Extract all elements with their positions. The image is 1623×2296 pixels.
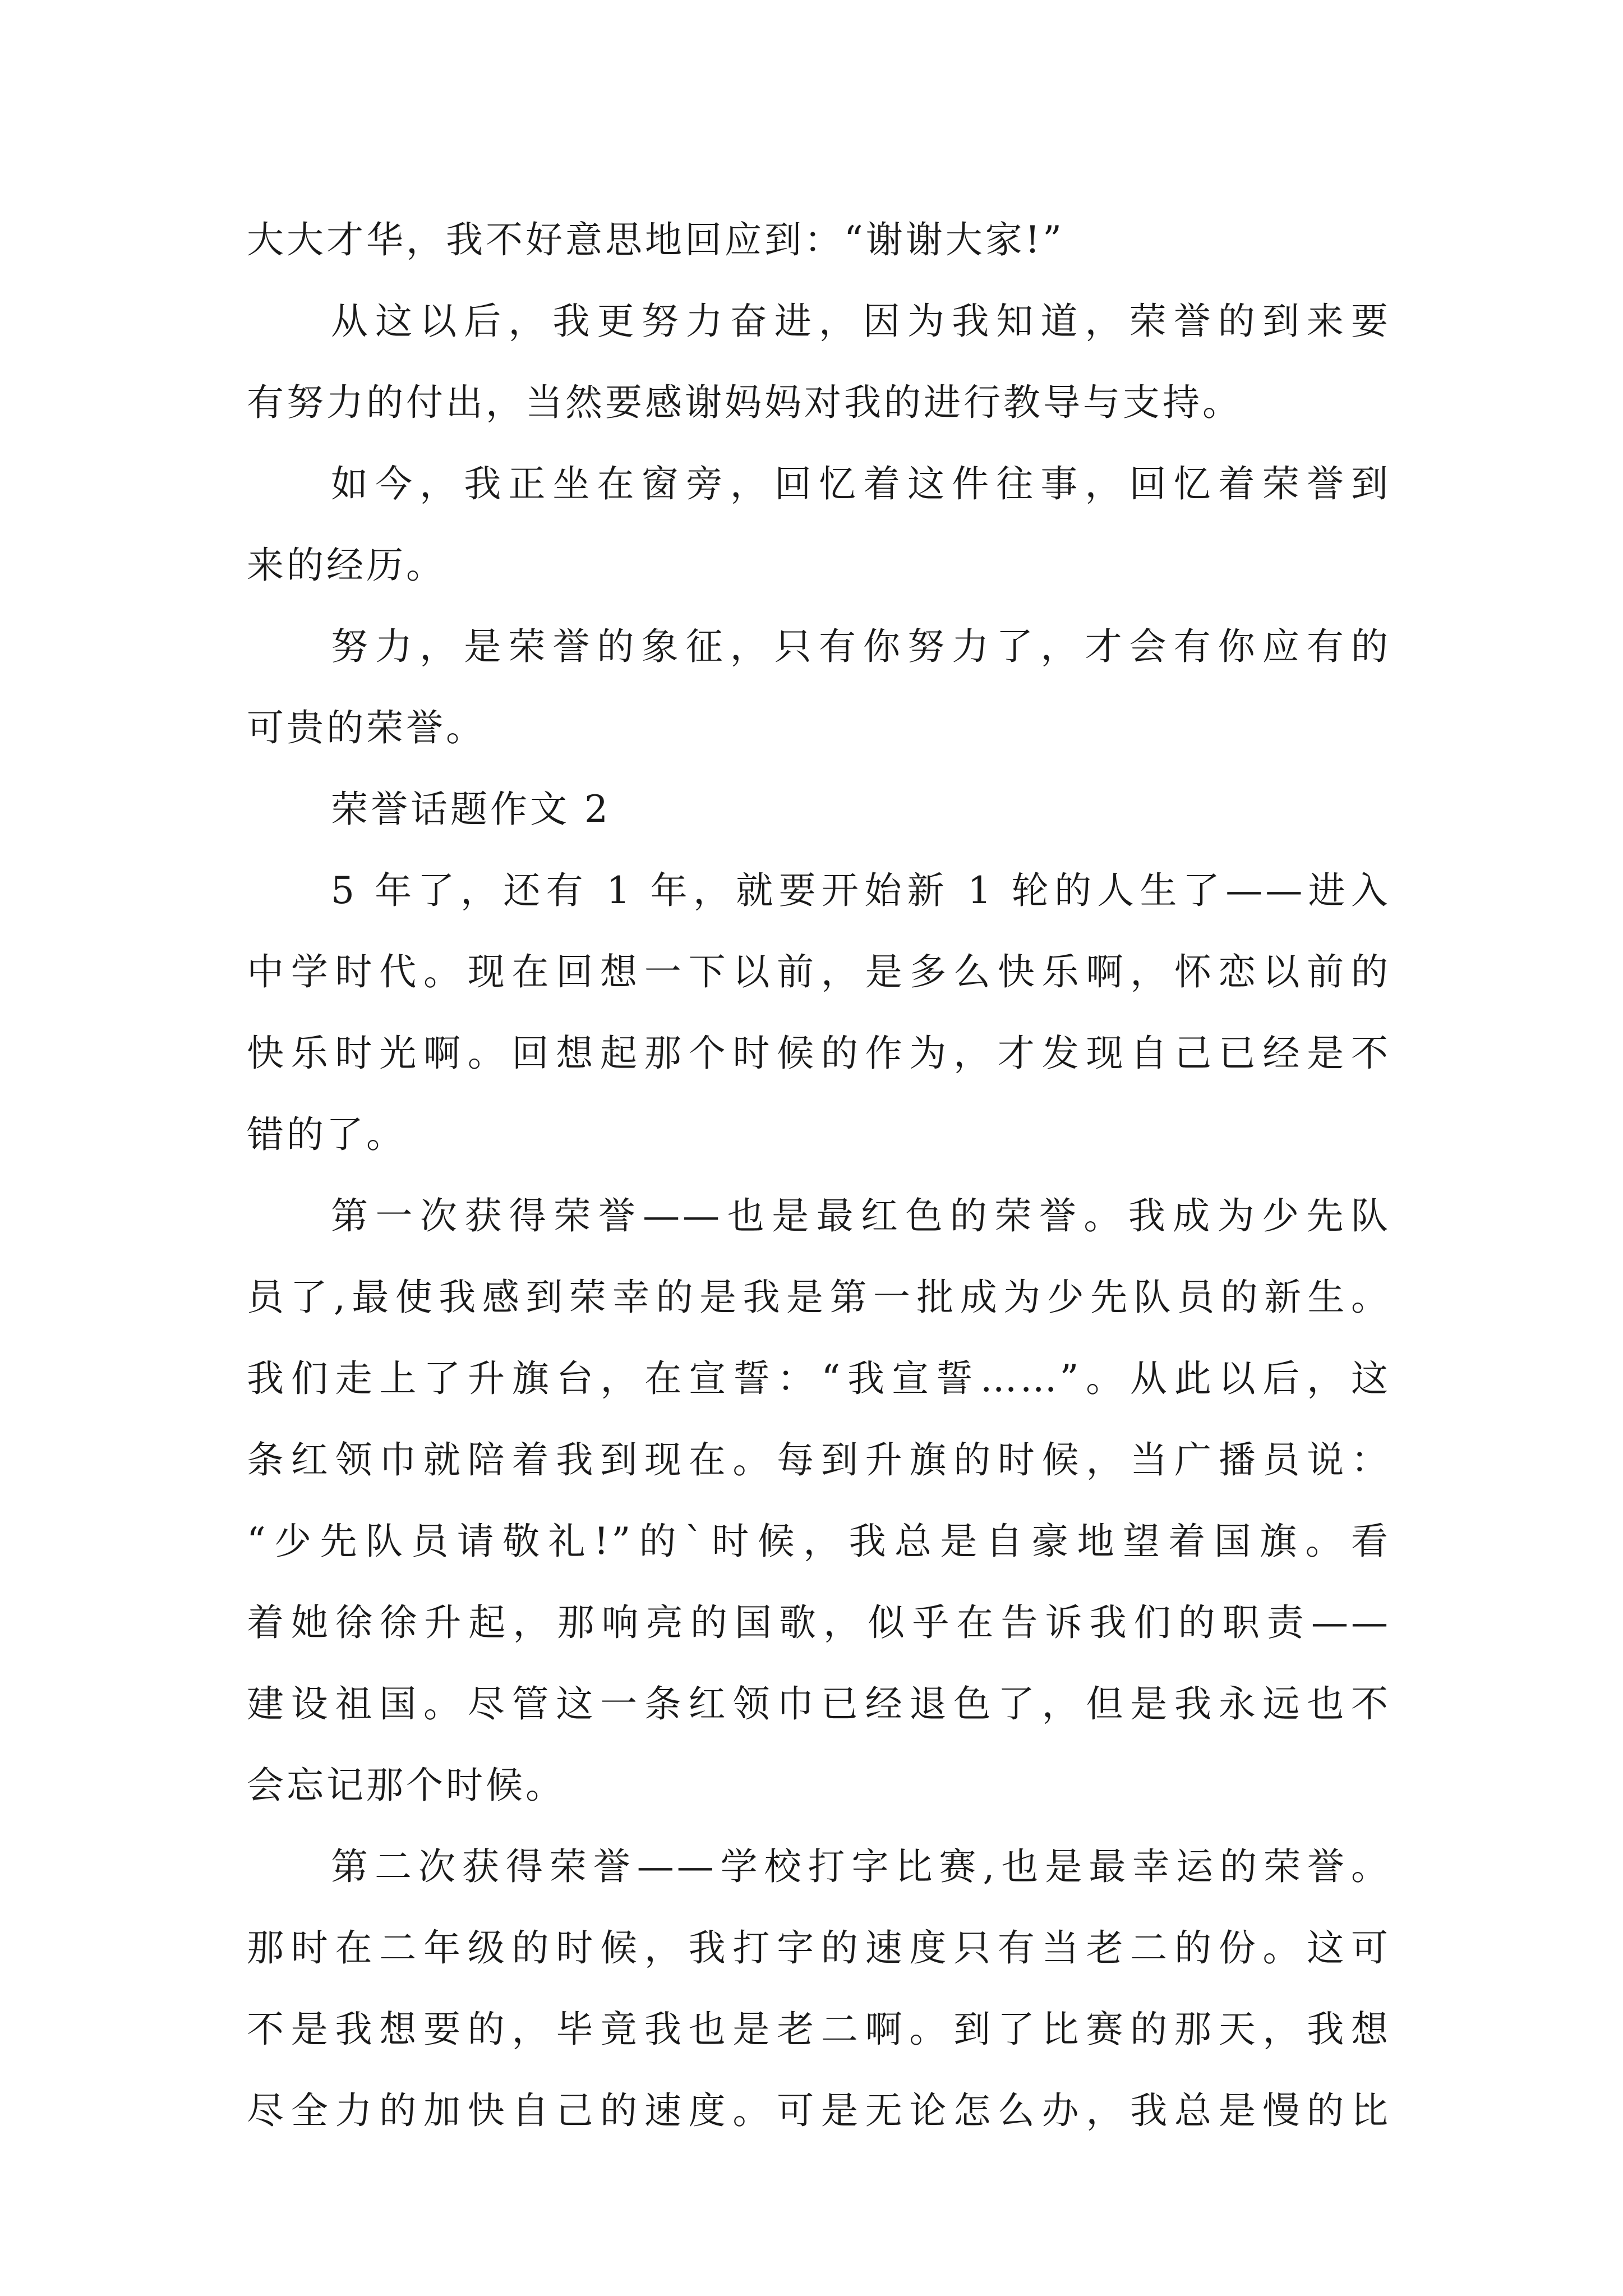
text-line: 如今，我正坐在窗旁，回忆着这件往事，回忆着荣誉到 [331, 462, 1391, 505]
text-line: 可贵的荣誉。 [247, 706, 486, 749]
text-line: 着她徐徐升起，那响亮的国歌，似乎在告诉我们的职责—— [247, 1601, 1391, 1644]
text-line: 第二次获得荣誉——学校打字比赛,也是最幸运的荣誉。 [331, 1845, 1391, 1888]
text-line: 有努力的付出，当然要感谢妈妈对我的进行教导与支持。 [247, 381, 1242, 424]
text-line: 来的经历。 [247, 544, 446, 587]
text-line: 努力，是荣誉的象征，只有你努力了，才会有你应有的 [331, 625, 1391, 668]
text-line: 大大才华，我不好意思地回应到：“谢谢大家!” [247, 218, 1065, 261]
essay-body [247, 199, 1391, 2151]
text-line: 条红领巾就陪着我到现在。每到升旗的时候，当广播员说： [247, 1438, 1391, 1481]
text-line: 快乐时光啊。回想起那个时候的作为，才发现自己已经是不 [247, 1032, 1391, 1075]
text-line: 第一次获得荣誉——也是最红色的荣誉。我成为少先队 [331, 1194, 1391, 1237]
text-line: 建设祖国。尽管这一条红领巾已经退色了，但是我永远也不 [247, 1682, 1391, 1726]
text-line: 中学时代。现在回想一下以前，是多么快乐啊，怀恋以前的 [247, 950, 1391, 993]
text-line: 我们走上了升旗台，在宣誓：“我宣誓……”。从此以后，这 [247, 1357, 1391, 1400]
text-line: 尽全力的加快自己的速度。可是无论怎么办，我总是慢的比 [247, 2089, 1391, 2132]
text-line: 错的了。 [247, 1113, 406, 1156]
text-line: 会忘记那个时候。 [247, 1764, 565, 1807]
text-line: 从这以后，我更努力奋进，因为我知道，荣誉的到来要 [331, 300, 1391, 343]
text-line: “少先队员请敬礼!”的`时候，我总是自豪地望着国旗。看 [247, 1520, 1391, 1563]
text-line: 员了,最使我感到荣幸的是我是第一批成为少先队员的新生。 [247, 1276, 1391, 1319]
text-line: 5 年了，还有 1 年，就要开始新 1 轮的人生了——进入 [331, 869, 1391, 912]
text-line: 不是我想要的，毕竟我也是老二啊。到了比赛的那天，我想 [247, 2008, 1391, 2051]
text-line: 荣誉话题作文 2 [331, 788, 611, 831]
text-line: 那时在二年级的时候，我打字的速度只有当老二的份。这可 [247, 1926, 1391, 1970]
